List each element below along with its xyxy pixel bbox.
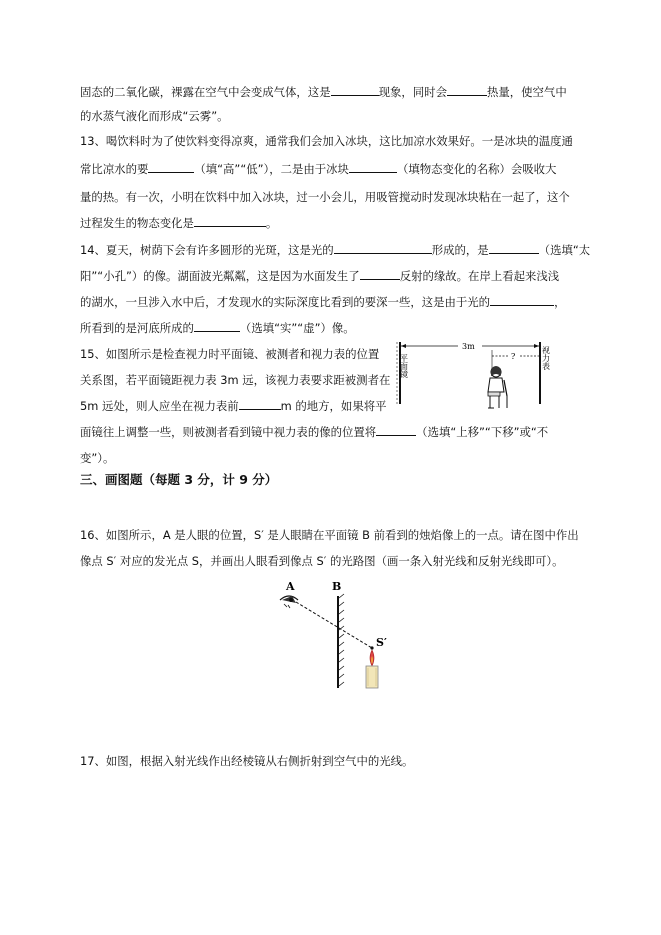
q14-line-3 bbox=[80, 294, 565, 310]
mirror-b-hatch bbox=[339, 594, 344, 686]
text: 形成的，是 bbox=[431, 243, 489, 257]
answer-blank[interactable] bbox=[148, 161, 194, 173]
mirror-label: 平面镜 bbox=[399, 354, 409, 378]
answer-blank[interactable] bbox=[349, 161, 397, 173]
q13-line-4 bbox=[80, 215, 277, 231]
answer-blank[interactable] bbox=[334, 242, 432, 254]
text: 的湖水，一旦涉入水中后，才发现水的实际深度比看到的要深一些，这是由于光的 bbox=[80, 295, 491, 309]
answer-blank[interactable] bbox=[194, 215, 266, 227]
q14-line-4 bbox=[80, 320, 355, 336]
text: 所看到的是河底所成的 bbox=[80, 321, 194, 335]
q15-line-2: 关系图，若平面镜距视力表 3m 远，该视力表要求距被测者在 bbox=[80, 373, 391, 387]
text: 。 bbox=[265, 216, 278, 230]
answer-blank[interactable] bbox=[360, 268, 400, 280]
answer-blank[interactable] bbox=[490, 294, 554, 306]
answer-blank[interactable] bbox=[194, 320, 240, 332]
q13-line-3: 量的热。有一次，小明在饮料中加入冰块，过一小会儿，用吸管搅动时发现冰块粘在一起了，这个 bbox=[80, 190, 570, 204]
q15-line-1: 15、如图所示是检查视力时平面镜、被测者和视力表的位置 bbox=[80, 347, 380, 361]
answer-blank[interactable] bbox=[331, 84, 379, 96]
q12-line-2: 的水蒸气液化而形成“云雾”。 bbox=[80, 109, 229, 123]
vision-test-figure bbox=[388, 336, 562, 416]
text: m 的地方，如果将平 bbox=[280, 399, 387, 413]
q13-line-1: 13、喝饮料时为了使饮料变得凉爽，通常我们会加入冰块，这比加凉水效果好。一是冰块的温度通 bbox=[80, 134, 573, 148]
text: 过程发生的物态变化是 bbox=[80, 216, 194, 230]
q14-line-2 bbox=[80, 268, 559, 284]
q14-line-1 bbox=[80, 242, 590, 258]
arrow-left-icon bbox=[401, 344, 406, 348]
text: （填“高”“低”），二是由于冰块 bbox=[194, 162, 349, 176]
mirror-candle-figure bbox=[272, 580, 392, 690]
text: ， bbox=[554, 295, 566, 309]
image-point-label: S′ bbox=[376, 636, 387, 649]
text: 固态的二氧化碳，裸露在空气中会变成气体，这是 bbox=[80, 85, 331, 99]
q15-line-4 bbox=[80, 424, 548, 440]
distance-label: 3m bbox=[462, 342, 475, 351]
eye-chart-label: 视力表 bbox=[541, 346, 551, 370]
text: （选填“实”“虚”）像。 bbox=[239, 321, 355, 335]
section-heading: 三、画图题（每题 3 分，计 9 分） bbox=[80, 472, 278, 487]
answer-blank[interactable] bbox=[239, 398, 281, 410]
q17-line-1: 17、如图，根据入射光线作出经棱镜从右侧折射到空气中的光线。 bbox=[80, 754, 414, 768]
unknown-label: ? bbox=[511, 352, 516, 361]
text: （填物态变化的名称）会吸收大 bbox=[396, 162, 557, 176]
image-point bbox=[370, 646, 373, 649]
text: （选填“上移”“下移”或“不 bbox=[416, 425, 549, 439]
arrow-right-icon bbox=[534, 344, 539, 348]
person-icon bbox=[488, 366, 507, 408]
answer-blank[interactable] bbox=[376, 424, 416, 436]
text: （选填“太 bbox=[538, 243, 591, 257]
mirror-b-label: B bbox=[332, 580, 342, 593]
text: 现象，同时会 bbox=[378, 85, 447, 99]
q15-line-3 bbox=[80, 398, 387, 414]
text: 阳”“小孔”）的像。湖面波光粼粼，这是因为水面发生了 bbox=[80, 269, 360, 283]
q13-line-2 bbox=[80, 161, 556, 177]
candle-icon bbox=[366, 650, 378, 688]
text: 反射的缘故。在岸上看起来浅浅 bbox=[399, 269, 560, 283]
q16-line-2: 像点 S′ 对应的发光点 S，并画出人眼看到像点 S′ 的光路图（画一条入射光线和反射光线即可）。 bbox=[80, 554, 564, 568]
q16-line-1: 16、如图所示，A 是人眼的位置，S′ 是人眼睛在平面镜 B 前看到的烛焰像上的一点。请在图中作出 bbox=[80, 528, 579, 542]
text: 热量，使空气中 bbox=[486, 85, 567, 99]
answer-blank[interactable] bbox=[489, 242, 539, 254]
q12-line-1 bbox=[80, 84, 567, 100]
text: 面镜往上调整一些，则被测者看到镜中视力表的像的位置将 bbox=[80, 425, 377, 439]
q15-line-5: 变”）。 bbox=[80, 451, 115, 465]
text: 14、夏天，树荫下会有许多圆形的光斑，这是光的 bbox=[80, 243, 334, 257]
text: 5m 远处，则人应坐在视力表前 bbox=[80, 399, 239, 413]
text: 常比凉水的要 bbox=[80, 162, 149, 176]
answer-blank[interactable] bbox=[447, 84, 487, 96]
eye-label: A bbox=[286, 580, 295, 593]
eye-icon bbox=[280, 596, 298, 608]
sight-line bbox=[296, 602, 372, 648]
